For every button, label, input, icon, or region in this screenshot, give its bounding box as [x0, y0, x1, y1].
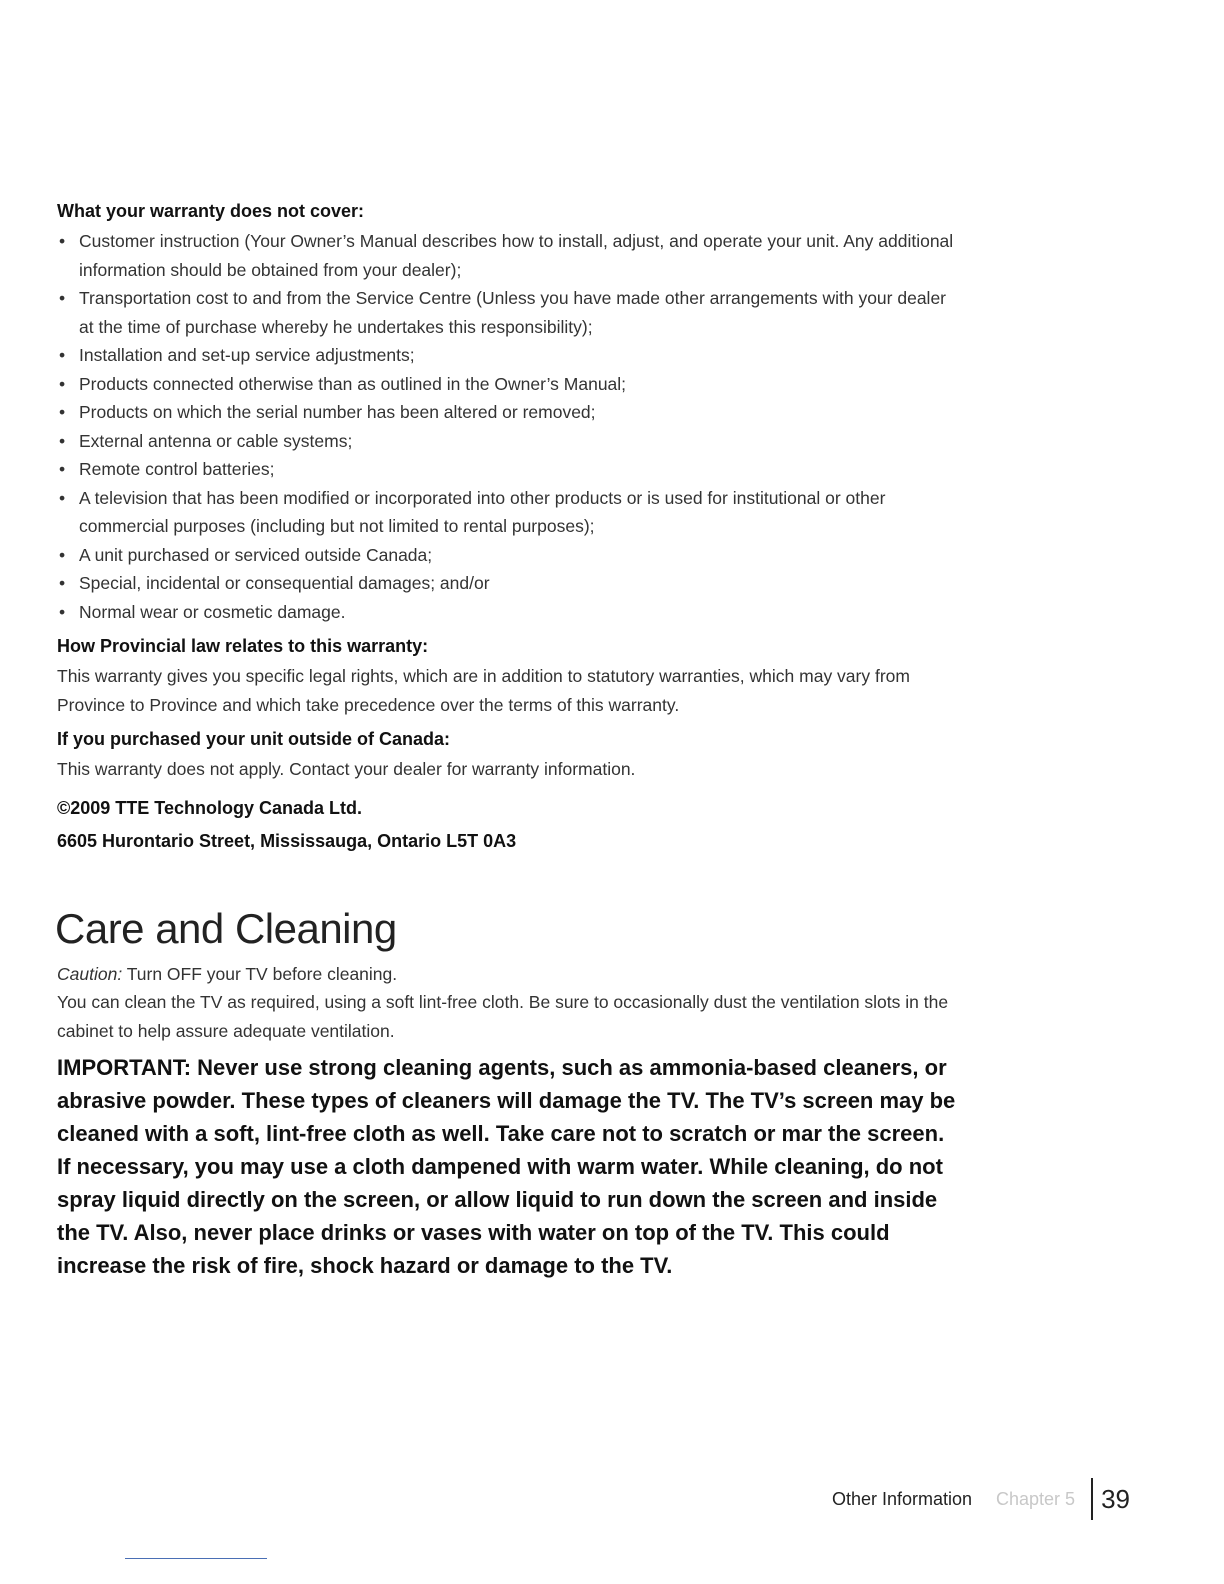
- company-info: [57, 792, 957, 858]
- outside-canada-heading: If you purchased your unit outside of Canada:: [57, 729, 451, 749]
- list-item: • Customer instruction (Your Owner’s Manual describes how to install, adjust, and operate your unit. Any additional information should be obtained from your dealer);: [57, 227, 957, 284]
- page-footer: [832, 1478, 1130, 1520]
- bottom-rule: [125, 1558, 267, 1559]
- footer-section-name: Other Information: [831, 1488, 973, 1509]
- list-item: • Special, incidental or consequential damages; and/or: [57, 569, 957, 598]
- list-item: • Normal wear or cosmetic damage.: [57, 598, 957, 627]
- warranty-exclusions-list: [57, 227, 957, 626]
- provincial-law-heading: How Provincial law relates to this warranty:: [57, 636, 429, 656]
- list-item: • Products connected otherwise than as outlined in the Owner’s Manual;: [57, 370, 957, 399]
- copyright-line: ©2009 TTE Technology Canada Ltd.: [57, 797, 362, 818]
- list-item: • External antenna or cable systems;: [57, 427, 957, 456]
- footer-chapter-label: Chapter 5: [996, 1488, 1076, 1509]
- page-number: 39: [1101, 1483, 1130, 1514]
- caution-label: Caution:: [57, 963, 123, 984]
- outside-canada-section: [57, 727, 957, 784]
- warranty-exclusions-heading: What your warranty does not cover:: [57, 201, 365, 221]
- list-item: • A unit purchased or serviced outside Canada;: [57, 541, 957, 570]
- care-body-text: You can clean the TV as required, using a soft lint-free cloth. Be sure to occasionally dust the ventilation slots in the cabinet to help assure adequate ventilation.: [57, 992, 949, 1041]
- list-item: • Installation and set-up service adjustments;: [57, 341, 957, 370]
- important-notice: IMPORTANT: Never use strong cleaning agents, such as ammonia-based cleaners, or abrasive powder. These types of cleaners will damage the TV. The TV’s screen may be cleaned with a soft, lint-free cloth as well. Take care not to scratch or mar the screen. If necessary, you may use a cloth dampened with warm water. While cleaning, do not spray liquid directly on the screen, or allow liquid to run down the screen and inside the TV. Also, never place drinks or vases with water on top of the TV. This could increase the risk of fire, shock hazard or damage to the TV.: [57, 1055, 956, 1278]
- list-item: • Remote control batteries;: [57, 455, 957, 484]
- list-item: • Transportation cost to and from the Service Centre (Unless you have made other arrangements with your dealer at the time of purchase whereby he undertakes this responsibility);: [57, 284, 957, 341]
- company-address: 6605 Hurontario Street, Mississauga, Ontario L5T 0A3: [57, 830, 517, 851]
- provincial-law-section: [57, 634, 957, 719]
- list-item: • Products on which the serial number has been altered or removed;: [57, 398, 957, 427]
- footer-divider: [1091, 1478, 1093, 1520]
- page-title: Care and Cleaning: [55, 904, 397, 952]
- outside-canada-text: This warranty does not apply. Contact your dealer for warranty information.: [57, 759, 636, 779]
- caution-line: [57, 960, 957, 989]
- provincial-law-text: This warranty gives you specific legal rights, which are in addition to statutory warranties, which may vary from Province to Province and which take precedence over the terms of this warranty.: [57, 666, 910, 715]
- caution-text: Turn OFF your TV before cleaning.: [122, 963, 398, 984]
- warranty-exclusions-section: [57, 199, 957, 626]
- page-content: [57, 199, 957, 1304]
- list-item: • A television that has been modified or incorporated into other products or is used for institutional or other commercial purposes (including but not limited to rental purposes);: [57, 484, 957, 541]
